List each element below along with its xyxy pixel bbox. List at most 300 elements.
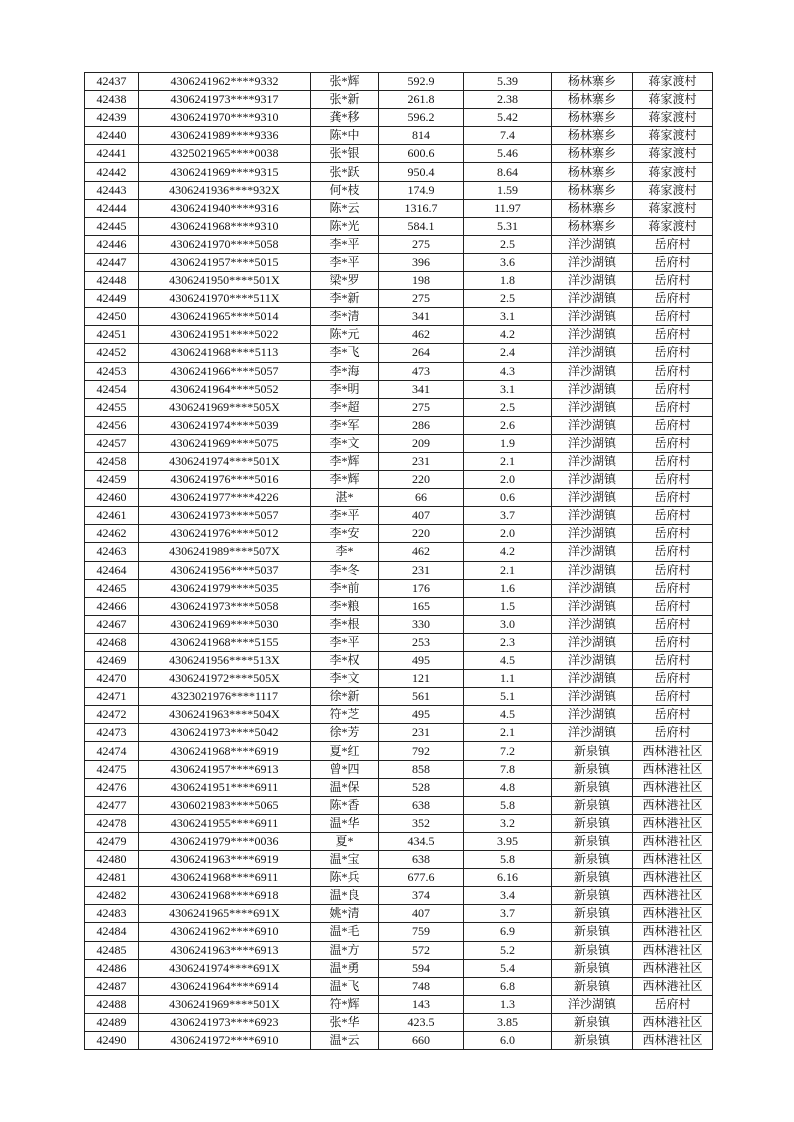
value-cell: 5.4 xyxy=(464,959,552,977)
table-row xyxy=(85,579,713,597)
table-row xyxy=(85,362,713,380)
row-number-cell: 42487 xyxy=(85,977,139,995)
id-number-cell: 4306241968****5155 xyxy=(139,633,311,651)
person-name-cell: 湛* xyxy=(311,489,379,507)
value-cell: 2.1 xyxy=(464,561,552,579)
id-number-cell: 4306241970****5058 xyxy=(139,235,311,253)
amount-cell: 528 xyxy=(379,778,464,796)
table-row xyxy=(85,851,713,869)
amount-cell: 407 xyxy=(379,507,464,525)
village-cell: 岳府村 xyxy=(633,272,713,290)
value-cell: 3.95 xyxy=(464,832,552,850)
amount-cell: 434.5 xyxy=(379,832,464,850)
data-table xyxy=(84,72,713,1050)
row-number-cell: 42478 xyxy=(85,814,139,832)
row-number-cell: 42480 xyxy=(85,851,139,869)
amount-cell: 231 xyxy=(379,452,464,470)
person-name-cell: 李*粮 xyxy=(311,597,379,615)
table-row xyxy=(85,235,713,253)
village-cell: 岳府村 xyxy=(633,688,713,706)
township-cell: 新泉镇 xyxy=(552,923,633,941)
amount-cell: 423.5 xyxy=(379,1013,464,1031)
id-number-cell: 4306241963****6913 xyxy=(139,941,311,959)
village-cell: 岳府村 xyxy=(633,452,713,470)
amount-cell: 592.9 xyxy=(379,73,464,91)
village-cell: 蒋家渡村 xyxy=(633,127,713,145)
table-row xyxy=(85,525,713,543)
table-row xyxy=(85,923,713,941)
value-cell: 3.2 xyxy=(464,814,552,832)
township-cell: 新泉镇 xyxy=(552,778,633,796)
table-row xyxy=(85,615,713,633)
person-name-cell: 符*芝 xyxy=(311,706,379,724)
township-cell: 洋沙湖镇 xyxy=(552,362,633,380)
value-cell: 3.7 xyxy=(464,905,552,923)
value-cell: 6.8 xyxy=(464,977,552,995)
amount-cell: 374 xyxy=(379,887,464,905)
person-name-cell: 温*毛 xyxy=(311,923,379,941)
row-number-cell: 42470 xyxy=(85,670,139,688)
table-row xyxy=(85,416,713,434)
village-cell: 西林港社区 xyxy=(633,887,713,905)
amount-cell: 286 xyxy=(379,416,464,434)
amount-cell: 858 xyxy=(379,760,464,778)
value-cell: 1.6 xyxy=(464,579,552,597)
amount-cell: 121 xyxy=(379,670,464,688)
township-cell: 杨林寨乡 xyxy=(552,217,633,235)
person-name-cell: 李*超 xyxy=(311,398,379,416)
id-number-cell: 4306241979****0036 xyxy=(139,832,311,850)
amount-cell: 264 xyxy=(379,344,464,362)
id-number-cell: 4306241970****511X xyxy=(139,290,311,308)
amount-cell: 638 xyxy=(379,796,464,814)
id-number-cell: 4306241973****6923 xyxy=(139,1013,311,1031)
table-row xyxy=(85,742,713,760)
township-cell: 新泉镇 xyxy=(552,869,633,887)
id-number-cell: 4306241963****6919 xyxy=(139,851,311,869)
amount-cell: 220 xyxy=(379,471,464,489)
amount-cell: 950.4 xyxy=(379,163,464,181)
row-number-cell: 42449 xyxy=(85,290,139,308)
amount-cell: 143 xyxy=(379,995,464,1013)
table-row xyxy=(85,887,713,905)
village-cell: 岳府村 xyxy=(633,326,713,344)
value-cell: 5.31 xyxy=(464,217,552,235)
table-row xyxy=(85,398,713,416)
amount-cell: 396 xyxy=(379,253,464,271)
value-cell: 2.0 xyxy=(464,525,552,543)
village-cell: 西林港社区 xyxy=(633,1031,713,1049)
township-cell: 洋沙湖镇 xyxy=(552,561,633,579)
row-number-cell: 42459 xyxy=(85,471,139,489)
table-row xyxy=(85,181,713,199)
value-cell: 3.0 xyxy=(464,615,552,633)
village-cell: 蒋家渡村 xyxy=(633,199,713,217)
value-cell: 1.8 xyxy=(464,272,552,290)
table-row xyxy=(85,290,713,308)
township-cell: 新泉镇 xyxy=(552,1031,633,1049)
person-name-cell: 温*宝 xyxy=(311,851,379,869)
person-name-cell: 李*权 xyxy=(311,652,379,670)
person-name-cell: 梁*罗 xyxy=(311,272,379,290)
township-cell: 杨林寨乡 xyxy=(552,181,633,199)
row-number-cell: 42441 xyxy=(85,145,139,163)
amount-cell: 495 xyxy=(379,652,464,670)
id-number-cell: 4323021976****1117 xyxy=(139,688,311,706)
village-cell: 西林港社区 xyxy=(633,905,713,923)
row-number-cell: 42462 xyxy=(85,525,139,543)
value-cell: 5.1 xyxy=(464,688,552,706)
village-cell: 岳府村 xyxy=(633,670,713,688)
village-cell: 西林港社区 xyxy=(633,959,713,977)
row-number-cell: 42483 xyxy=(85,905,139,923)
township-cell: 新泉镇 xyxy=(552,814,633,832)
amount-cell: 176 xyxy=(379,579,464,597)
township-cell: 洋沙湖镇 xyxy=(552,633,633,651)
value-cell: 3.6 xyxy=(464,253,552,271)
value-cell: 2.5 xyxy=(464,290,552,308)
village-cell: 岳府村 xyxy=(633,489,713,507)
person-name-cell: 夏*红 xyxy=(311,742,379,760)
row-number-cell: 42472 xyxy=(85,706,139,724)
amount-cell: 792 xyxy=(379,742,464,760)
person-name-cell: 何*枝 xyxy=(311,181,379,199)
person-name-cell: 夏* xyxy=(311,832,379,850)
amount-cell: 759 xyxy=(379,923,464,941)
township-cell: 新泉镇 xyxy=(552,742,633,760)
person-name-cell: 陈*中 xyxy=(311,127,379,145)
table-row xyxy=(85,778,713,796)
table-row xyxy=(85,344,713,362)
village-cell: 蒋家渡村 xyxy=(633,181,713,199)
value-cell: 6.9 xyxy=(464,923,552,941)
table-row xyxy=(85,163,713,181)
person-name-cell: 姚*清 xyxy=(311,905,379,923)
value-cell: 2.4 xyxy=(464,344,552,362)
row-number-cell: 42440 xyxy=(85,127,139,145)
village-cell: 岳府村 xyxy=(633,398,713,416)
value-cell: 1.9 xyxy=(464,434,552,452)
person-name-cell: 龚*移 xyxy=(311,109,379,127)
table-body xyxy=(85,73,713,1050)
person-name-cell: 温*勇 xyxy=(311,959,379,977)
township-cell: 洋沙湖镇 xyxy=(552,416,633,434)
person-name-cell: 李*辉 xyxy=(311,471,379,489)
person-name-cell: 徐*芳 xyxy=(311,724,379,742)
id-number-cell: 4306241968****6918 xyxy=(139,887,311,905)
township-cell: 洋沙湖镇 xyxy=(552,543,633,561)
village-cell: 岳府村 xyxy=(633,995,713,1013)
value-cell: 3.1 xyxy=(464,308,552,326)
id-number-cell: 4306241979****5035 xyxy=(139,579,311,597)
amount-cell: 462 xyxy=(379,326,464,344)
id-number-cell: 4306021983****5065 xyxy=(139,796,311,814)
township-cell: 洋沙湖镇 xyxy=(552,290,633,308)
amount-cell: 174.9 xyxy=(379,181,464,199)
value-cell: 6.16 xyxy=(464,869,552,887)
table-row xyxy=(85,995,713,1013)
person-name-cell: 符*辉 xyxy=(311,995,379,1013)
row-number-cell: 42437 xyxy=(85,73,139,91)
person-name-cell: 李*清 xyxy=(311,308,379,326)
village-cell: 西林港社区 xyxy=(633,923,713,941)
amount-cell: 66 xyxy=(379,489,464,507)
value-cell: 5.42 xyxy=(464,109,552,127)
row-number-cell: 42488 xyxy=(85,995,139,1013)
id-number-cell: 4306241970****9310 xyxy=(139,109,311,127)
township-cell: 洋沙湖镇 xyxy=(552,308,633,326)
village-cell: 岳府村 xyxy=(633,253,713,271)
table-row xyxy=(85,489,713,507)
value-cell: 4.2 xyxy=(464,326,552,344)
amount-cell: 462 xyxy=(379,543,464,561)
value-cell: 1.5 xyxy=(464,597,552,615)
person-name-cell: 曾*四 xyxy=(311,760,379,778)
table-row xyxy=(85,561,713,579)
value-cell: 2.38 xyxy=(464,91,552,109)
value-cell: 4.5 xyxy=(464,652,552,670)
value-cell: 2.0 xyxy=(464,471,552,489)
village-cell: 西林港社区 xyxy=(633,814,713,832)
id-number-cell: 4306241969****5075 xyxy=(139,434,311,452)
amount-cell: 473 xyxy=(379,362,464,380)
value-cell: 3.1 xyxy=(464,380,552,398)
village-cell: 岳府村 xyxy=(633,380,713,398)
amount-cell: 209 xyxy=(379,434,464,452)
township-cell: 洋沙湖镇 xyxy=(552,452,633,470)
township-cell: 新泉镇 xyxy=(552,887,633,905)
value-cell: 2.5 xyxy=(464,235,552,253)
value-cell: 4.8 xyxy=(464,778,552,796)
id-number-cell: 4306241976****5012 xyxy=(139,525,311,543)
township-cell: 杨林寨乡 xyxy=(552,109,633,127)
village-cell: 岳府村 xyxy=(633,308,713,326)
amount-cell: 341 xyxy=(379,380,464,398)
village-cell: 蒋家渡村 xyxy=(633,73,713,91)
value-cell: 1.59 xyxy=(464,181,552,199)
row-number-cell: 42451 xyxy=(85,326,139,344)
township-cell: 杨林寨乡 xyxy=(552,91,633,109)
value-cell: 7.2 xyxy=(464,742,552,760)
id-number-cell: 4306241965****5014 xyxy=(139,308,311,326)
table-row xyxy=(85,91,713,109)
table-row xyxy=(85,941,713,959)
township-cell: 杨林寨乡 xyxy=(552,127,633,145)
row-number-cell: 42482 xyxy=(85,887,139,905)
table-row xyxy=(85,434,713,452)
row-number-cell: 42474 xyxy=(85,742,139,760)
amount-cell: 638 xyxy=(379,851,464,869)
township-cell: 洋沙湖镇 xyxy=(552,253,633,271)
value-cell: 2.1 xyxy=(464,724,552,742)
village-cell: 岳府村 xyxy=(633,597,713,615)
village-cell: 蒋家渡村 xyxy=(633,145,713,163)
amount-cell: 261.8 xyxy=(379,91,464,109)
amount-cell: 407 xyxy=(379,905,464,923)
amount-cell: 596.2 xyxy=(379,109,464,127)
row-number-cell: 42458 xyxy=(85,452,139,470)
id-number-cell: 4306241957****5015 xyxy=(139,253,311,271)
village-cell: 蒋家渡村 xyxy=(633,163,713,181)
value-cell: 5.39 xyxy=(464,73,552,91)
table-row xyxy=(85,652,713,670)
id-number-cell: 4306241956****5037 xyxy=(139,561,311,579)
row-number-cell: 42446 xyxy=(85,235,139,253)
table-row xyxy=(85,869,713,887)
table-row xyxy=(85,1031,713,1049)
person-name-cell: 陈*云 xyxy=(311,199,379,217)
person-name-cell: 李*文 xyxy=(311,670,379,688)
row-number-cell: 42452 xyxy=(85,344,139,362)
id-number-cell: 4306241969****9315 xyxy=(139,163,311,181)
id-number-cell: 4306241955****6911 xyxy=(139,814,311,832)
row-number-cell: 42439 xyxy=(85,109,139,127)
row-number-cell: 42461 xyxy=(85,507,139,525)
row-number-cell: 42450 xyxy=(85,308,139,326)
township-cell: 杨林寨乡 xyxy=(552,145,633,163)
person-name-cell: 李*明 xyxy=(311,380,379,398)
township-cell: 洋沙湖镇 xyxy=(552,670,633,688)
village-cell: 岳府村 xyxy=(633,579,713,597)
row-number-cell: 42447 xyxy=(85,253,139,271)
person-name-cell: 李*平 xyxy=(311,633,379,651)
table-row xyxy=(85,471,713,489)
person-name-cell: 徐*新 xyxy=(311,688,379,706)
id-number-cell: 4306241964****5052 xyxy=(139,380,311,398)
value-cell: 6.0 xyxy=(464,1031,552,1049)
row-number-cell: 42489 xyxy=(85,1013,139,1031)
amount-cell: 660 xyxy=(379,1031,464,1049)
township-cell: 洋沙湖镇 xyxy=(552,995,633,1013)
id-number-cell: 4306241964****6914 xyxy=(139,977,311,995)
township-cell: 洋沙湖镇 xyxy=(552,489,633,507)
row-number-cell: 42481 xyxy=(85,869,139,887)
value-cell: 4.3 xyxy=(464,362,552,380)
table-row xyxy=(85,959,713,977)
value-cell: 5.2 xyxy=(464,941,552,959)
person-name-cell: 张*新 xyxy=(311,91,379,109)
amount-cell: 572 xyxy=(379,941,464,959)
township-cell: 洋沙湖镇 xyxy=(552,380,633,398)
table-row xyxy=(85,670,713,688)
value-cell: 4.2 xyxy=(464,543,552,561)
person-name-cell: 陈*兵 xyxy=(311,869,379,887)
row-number-cell: 42438 xyxy=(85,91,139,109)
person-name-cell: 李*辉 xyxy=(311,452,379,470)
township-cell: 洋沙湖镇 xyxy=(552,706,633,724)
amount-cell: 1316.7 xyxy=(379,199,464,217)
person-name-cell: 温*保 xyxy=(311,778,379,796)
table-row xyxy=(85,688,713,706)
amount-cell: 275 xyxy=(379,398,464,416)
row-number-cell: 42457 xyxy=(85,434,139,452)
row-number-cell: 42467 xyxy=(85,615,139,633)
value-cell: 1.1 xyxy=(464,670,552,688)
id-number-cell: 4306241968****6911 xyxy=(139,869,311,887)
village-cell: 岳府村 xyxy=(633,525,713,543)
table-row xyxy=(85,905,713,923)
id-number-cell: 4306241976****5016 xyxy=(139,471,311,489)
table-row xyxy=(85,597,713,615)
village-cell: 西林港社区 xyxy=(633,742,713,760)
amount-cell: 561 xyxy=(379,688,464,706)
person-name-cell: 李*平 xyxy=(311,253,379,271)
value-cell: 0.6 xyxy=(464,489,552,507)
table-row xyxy=(85,706,713,724)
amount-cell: 814 xyxy=(379,127,464,145)
value-cell: 5.8 xyxy=(464,851,552,869)
id-number-cell: 4306241940****9316 xyxy=(139,199,311,217)
village-cell: 西林港社区 xyxy=(633,1013,713,1031)
value-cell: 5.46 xyxy=(464,145,552,163)
id-number-cell: 4306241974****691X xyxy=(139,959,311,977)
amount-cell: 220 xyxy=(379,525,464,543)
township-cell: 洋沙湖镇 xyxy=(552,579,633,597)
person-name-cell: 李*平 xyxy=(311,507,379,525)
value-cell: 8.64 xyxy=(464,163,552,181)
id-number-cell: 4306241973****9317 xyxy=(139,91,311,109)
row-number-cell: 42485 xyxy=(85,941,139,959)
value-cell: 3.4 xyxy=(464,887,552,905)
value-cell: 5.8 xyxy=(464,796,552,814)
village-cell: 岳府村 xyxy=(633,471,713,489)
row-number-cell: 42469 xyxy=(85,652,139,670)
amount-cell: 352 xyxy=(379,814,464,832)
value-cell: 2.6 xyxy=(464,416,552,434)
row-number-cell: 42468 xyxy=(85,633,139,651)
id-number-cell: 4325021965****0038 xyxy=(139,145,311,163)
id-number-cell: 4306241973****5042 xyxy=(139,724,311,742)
row-number-cell: 42465 xyxy=(85,579,139,597)
row-number-cell: 42484 xyxy=(85,923,139,941)
id-number-cell: 4306241951****5022 xyxy=(139,326,311,344)
id-number-cell: 4306241989****9336 xyxy=(139,127,311,145)
id-number-cell: 4306241968****5113 xyxy=(139,344,311,362)
table-row xyxy=(85,796,713,814)
person-name-cell: 李*根 xyxy=(311,615,379,633)
township-cell: 洋沙湖镇 xyxy=(552,235,633,253)
amount-cell: 330 xyxy=(379,615,464,633)
amount-cell: 198 xyxy=(379,272,464,290)
person-name-cell: 张*辉 xyxy=(311,73,379,91)
person-name-cell: 张*跃 xyxy=(311,163,379,181)
village-cell: 西林港社区 xyxy=(633,869,713,887)
id-number-cell: 4306241936****932X xyxy=(139,181,311,199)
amount-cell: 677.6 xyxy=(379,869,464,887)
person-name-cell: 李*前 xyxy=(311,579,379,597)
village-cell: 岳府村 xyxy=(633,434,713,452)
township-cell: 新泉镇 xyxy=(552,832,633,850)
table-row xyxy=(85,507,713,525)
row-number-cell: 42445 xyxy=(85,217,139,235)
id-number-cell: 4306241989****507X xyxy=(139,543,311,561)
id-number-cell: 4306241968****6919 xyxy=(139,742,311,760)
township-cell: 洋沙湖镇 xyxy=(552,724,633,742)
village-cell: 蒋家渡村 xyxy=(633,109,713,127)
row-number-cell: 42448 xyxy=(85,272,139,290)
person-name-cell: 李*飞 xyxy=(311,344,379,362)
row-number-cell: 42455 xyxy=(85,398,139,416)
row-number-cell: 42442 xyxy=(85,163,139,181)
table-row xyxy=(85,724,713,742)
township-cell: 新泉镇 xyxy=(552,905,633,923)
village-cell: 岳府村 xyxy=(633,235,713,253)
amount-cell: 231 xyxy=(379,724,464,742)
township-cell: 杨林寨乡 xyxy=(552,199,633,217)
table-row xyxy=(85,326,713,344)
table-row xyxy=(85,73,713,91)
village-cell: 岳府村 xyxy=(633,724,713,742)
